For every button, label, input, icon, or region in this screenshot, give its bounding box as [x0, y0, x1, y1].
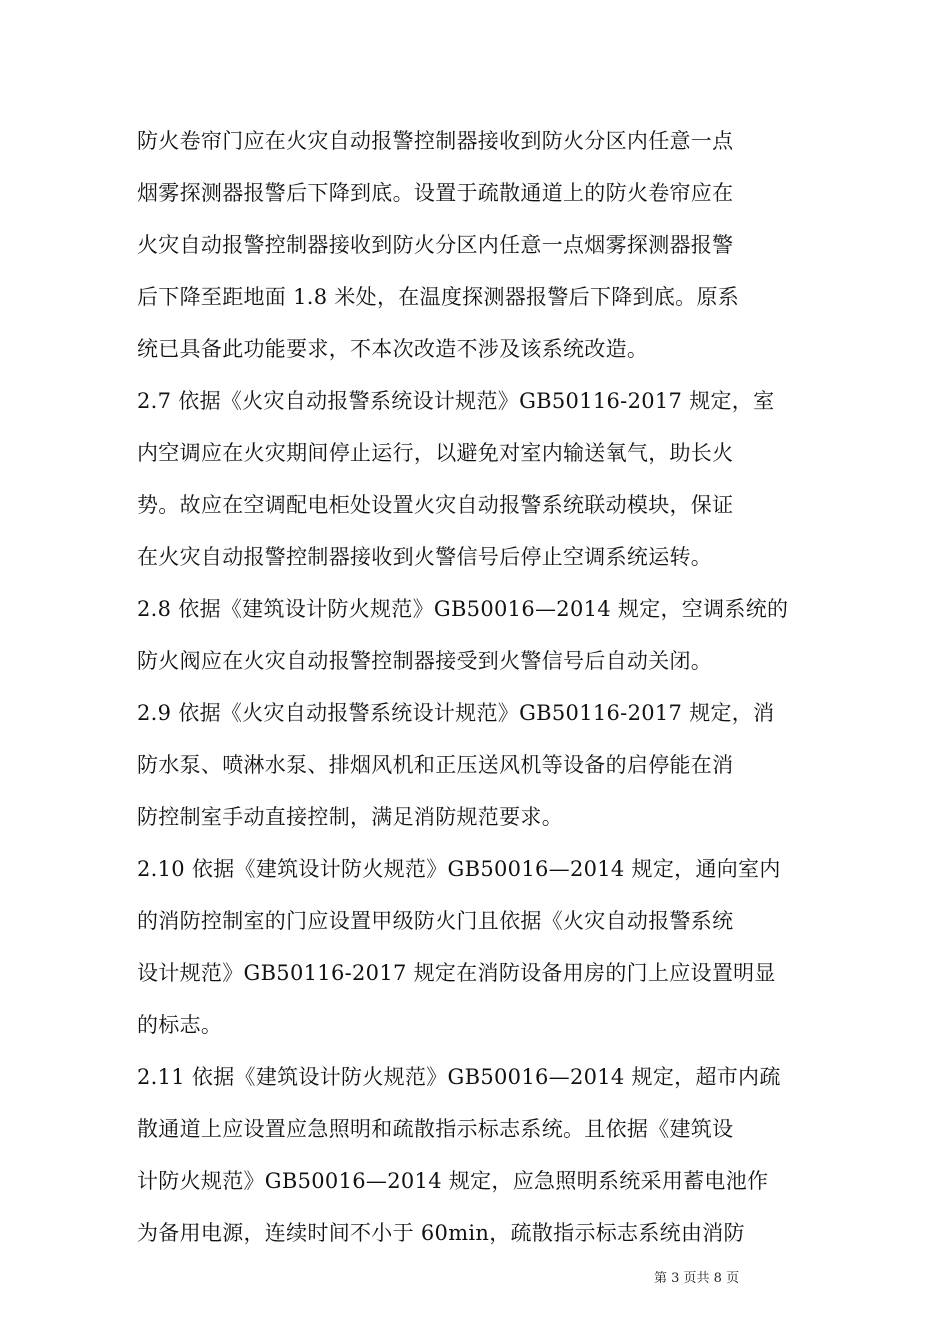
text-line: 2.7 依据《火灾自动报警系统设计规范》GB50116-2017 规定，室 [137, 389, 775, 413]
text-line: 烟雾探测器报警后下降到底。设置于疏散通道上的防火卷帘应在 [137, 181, 734, 205]
text-line: 计防火规范》GB50016—2014 规定，应急照明系统采用蓄电池作 [137, 1169, 769, 1193]
text-line: 防火卷帘门应在火灾自动报警控制器接收到防火分区内任意一点 [137, 129, 734, 153]
text-line: 2.10 依据《建筑设计防火规范》GB50016—2014 规定，通向室内 [137, 857, 781, 881]
text-line: 火灾自动报警控制器接收到防火分区内任意一点烟雾探测器报警 [137, 233, 734, 257]
text-line: 为备用电源，连续时间不小于 60min，疏散指示标志系统由消防 [137, 1221, 745, 1245]
text-line: 在火灾自动报警控制器接收到火警信号后停止空调系统运转。 [137, 545, 713, 569]
text-line: 散通道上应设置应急照明和疏散指示标志系统。且依据《建筑设 [137, 1117, 734, 1141]
text-line: 后下降至距地面 1.8 米处，在温度探测器报警后下降到底。原系 [137, 285, 740, 309]
text-line: 防水泵、喷淋水泵、排烟风机和正压送风机等设备的启停能在消 [137, 753, 734, 777]
text-line: 2.8 依据《建筑设计防火规范》GB50016—2014 规定，空调系统的 [137, 597, 789, 621]
text-line: 防控制室手动直接控制，满足消防规范要求。 [137, 805, 563, 829]
text-line: 的标志。 [137, 1013, 223, 1037]
text-line: 内空调应在火灾期间停止运行，以避免对室内输送氧气，助长火 [137, 441, 734, 465]
page-number-footer: 第 3 页共 8 页 [654, 1271, 740, 1286]
text-line: 2.11 依据《建筑设计防火规范》GB50016—2014 规定，超市内疏 [137, 1065, 781, 1089]
text-line: 的消防控制室的门应设置甲级防火门且依据《火灾自动报警系统 [137, 909, 734, 933]
text-line: 防火阀应在火灾自动报警控制器接受到火警信号后自动关闭。 [137, 649, 713, 673]
text-line: 2.9 依据《火灾自动报警系统设计规范》GB50116-2017 规定，消 [137, 701, 775, 725]
text-line: 统已具备此功能要求，不本次改造不涉及该系统改造。 [137, 337, 649, 361]
text-line: 势。故应在空调配电柜处设置火灾自动报警系统联动模块，保证 [137, 493, 734, 517]
text-line: 设计规范》GB50116-2017 规定在消防设备用房的门上应设置明显 [137, 961, 776, 985]
